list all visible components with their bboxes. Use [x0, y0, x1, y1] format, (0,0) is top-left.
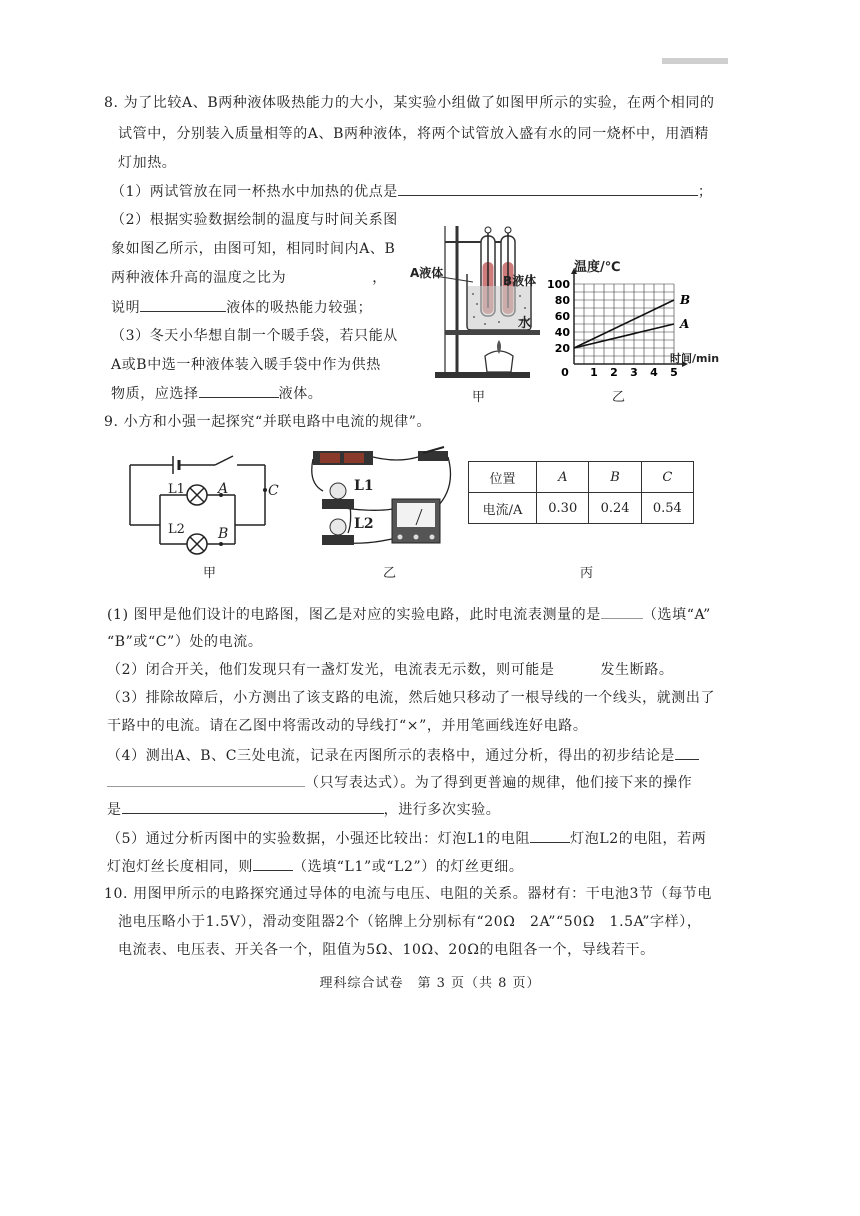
chart-series-label-a: A — [680, 317, 690, 331]
chart-x-tick-label: 4 — [650, 366, 658, 379]
q9-part4-text2: （只写表达式）。为了得到更普遍的规律，他们接下来的操作 — [305, 775, 693, 791]
q9-circuit-diagram — [125, 450, 285, 560]
chart-x-tick-label: 0 — [561, 366, 569, 379]
q9-circuit-point-b: B — [218, 526, 229, 542]
q10-line1: 10. 用图甲所示的电路探究通过导体的电流与电压、电阻的关系。器材有：干电池3节（每节电 — [104, 886, 713, 902]
chart-x-tick-label: 1 — [590, 366, 598, 379]
q8-part2-liquid-blank[interactable] — [140, 297, 226, 312]
q8-part2-line2: 象如图乙所示，由图可知，相同时间内A、B — [111, 241, 396, 257]
q9-table-value-a: 0.30 — [537, 493, 589, 524]
header-mark — [662, 58, 728, 64]
q9-part1-line1 — [107, 604, 711, 625]
q8-part3-pre: 物质，应选择 — [111, 386, 199, 402]
q9-table-header-c: C — [641, 462, 693, 493]
q9-stem: 9. 小方和小强一起探究“并联电路中电流的规律”。 — [104, 414, 432, 430]
q9-part2-post: 发生断路。 — [600, 662, 674, 678]
q8-part2-ratio-end: ， — [372, 270, 387, 286]
q8-part1-end: ； — [697, 184, 713, 200]
q8-fig-yi-caption: 乙 — [612, 390, 626, 405]
chart-x-tick-label: 5 — [670, 366, 678, 379]
q9-part4-blank-b[interactable] — [107, 772, 305, 787]
chart-y-tick-label: 60 — [554, 310, 570, 323]
q9-circuit-label-l2: L2 — [168, 522, 185, 537]
q9-part4-blank-a[interactable] — [675, 745, 699, 760]
q8-stem-line2: 试管中，分别装入质量相等的A、B两种液体，将两个试管放入盛有水的同一烧杯中，用酒精 — [118, 126, 709, 142]
q9-photo-label-l2: L2 — [354, 516, 374, 532]
q9-part1-blank[interactable] — [601, 604, 643, 619]
q8-stem-line1: 8. 为了比较A、B两种液体吸热能力的大小，某实验小组做了如图甲所示的实验，在两个相同的 — [104, 95, 715, 111]
q8-part2-line4 — [111, 297, 372, 318]
q8-part3-line1: （3）冬天小华想自制一个暖手袋，若只能从 — [111, 328, 398, 344]
q8-stem-line3: 灯加热。 — [118, 155, 177, 171]
q9-part5-blank2[interactable] — [253, 856, 293, 871]
q8-label-water: 水 — [518, 316, 532, 331]
q9-part2 — [107, 660, 674, 680]
q9-part5-pre2: 灯泡灯丝长度相同，则 — [107, 859, 253, 875]
q9-part4-pre: 是 — [107, 802, 122, 818]
q9-photo-caption: 乙 — [383, 566, 397, 581]
q9-part1-post: （选填“A” — [642, 607, 711, 623]
chart-x-tick-label: 2 — [610, 366, 618, 379]
q9-part5-blank1[interactable] — [530, 828, 570, 843]
q8-part1-blank[interactable] — [398, 181, 698, 196]
q9-circuit-point-a: A — [218, 481, 229, 497]
q8-label-liquid-b: B液体 — [503, 274, 537, 288]
q9-part5-line1 — [107, 828, 706, 849]
q9-table-caption: 丙 — [580, 566, 594, 581]
q9-table-header-a: A — [537, 462, 589, 493]
page-footer: 理科综合试卷 第 3 页（共 8 页） — [319, 976, 541, 991]
chart-y-tick-label: 100 — [547, 278, 570, 291]
q9-table-value-c: 0.54 — [641, 493, 693, 524]
q9-part4-text1: （4）测出A、B、C三处电流，记录在丙图所示的表格中，通过分析，得出的初步结论是 — [107, 748, 676, 764]
q8-chart-xlabel: 时间/min — [670, 352, 720, 365]
q8-part3-line2: A或B中选一种液体装入暖手袋中作为供热 — [111, 357, 381, 373]
q10-line3: 电流表、电压表、开关各一个，阻值为5Ω、10Ω、20Ω的电阻各一个，导线若干。 — [118, 942, 655, 958]
q8-chart-ylabel: 温度/℃ — [574, 260, 621, 275]
q9-part4-post: ，进行多次实验。 — [383, 802, 501, 818]
q8-part2-line1: （2）根据实验数据绘制的温度与时间关系图 — [111, 212, 398, 228]
q8-part3-post: 液体。 — [278, 386, 323, 402]
q8-part3-line3 — [111, 383, 322, 404]
q9-part4-blank-c[interactable] — [122, 799, 384, 814]
q9-part4-line3 — [107, 799, 500, 820]
q10-line2: 池电压略小于1.5V），滑动变阻器2个（铭牌上分别标有“20Ω 2A”“50Ω 1.5A”字样）， — [118, 914, 702, 930]
q9-part5-line2 — [107, 856, 523, 877]
q9-part5-post2: （选填“L1”或“L2”）的灯丝更细。 — [293, 859, 524, 875]
q9-current-table — [468, 461, 694, 524]
q8-label-liquid-a: A液体 — [410, 266, 444, 280]
q9-circuit-caption: 甲 — [203, 566, 217, 581]
q9-part1-line2: “B”或“C”）处的电流。 — [107, 634, 263, 650]
q8-part1 — [111, 181, 713, 202]
chart-y-tick-label: 80 — [554, 294, 570, 307]
chart-series-label-b: B — [680, 293, 691, 307]
q8-part2-explain-pre: 说明 — [111, 300, 141, 316]
q9-part2-pre: （2）闭合开关，他们发现只有一盏灯发光，电流表无示数，则可能是 — [107, 662, 555, 678]
q8-part2-line3 — [111, 268, 387, 288]
chart-y-tick-label: 20 — [554, 342, 570, 355]
q8-fig-jia-caption: 甲 — [472, 390, 486, 405]
q8-apparatus-figure — [405, 222, 540, 382]
q9-photo-label-l1: L1 — [354, 478, 374, 494]
q8-part1-text: （1）两试管放在同一杯热水中加热的优点是 — [111, 184, 398, 200]
q9-table-header-row — [469, 462, 694, 493]
chart-x-tick-label: 3 — [630, 366, 638, 379]
q9-table-value-b: 0.24 — [589, 493, 641, 524]
chart-y-tick-label: 40 — [554, 326, 570, 339]
q9-part5-post1: 灯泡L2的电阻，若两 — [570, 831, 707, 847]
q9-table-data-row — [469, 493, 694, 524]
q9-part5-pre1: （5）通过分析丙图中的实验数据，小强还比较出：灯泡L1的电阻 — [107, 831, 531, 847]
q9-physical-circuit — [308, 443, 463, 553]
q9-part3-line2: 干路中的电流。请在乙图中将需改动的导线打“×”，并用笔画线连好电路。 — [107, 718, 588, 734]
q9-table-row-label: 电流/A — [469, 493, 537, 524]
q8-part2-ratio-text: 两种液体升高的温度之比为 — [111, 270, 287, 286]
q8-part2-explain-post: 液体的吸热能力较强； — [226, 300, 373, 316]
q9-part4-line1 — [107, 745, 699, 766]
q9-part1-pre: (1) 图甲是他们设计的电路图，图乙是对应的实验电路，此时电流表测量的是 — [107, 607, 601, 623]
q9-circuit-point-c: C — [268, 483, 279, 499]
q9-table-header-position: 位置 — [469, 462, 537, 493]
q9-table-header-b: B — [589, 462, 641, 493]
q9-part4-line2 — [107, 772, 692, 793]
q9-part3-line1: （3）排除故障后，小方测出了该支路的电流，然后她只移动了一根导线的一个线头，就测出了 — [107, 690, 716, 706]
q9-circuit-label-l1: L1 — [168, 482, 185, 497]
q8-part3-blank[interactable] — [199, 383, 279, 398]
